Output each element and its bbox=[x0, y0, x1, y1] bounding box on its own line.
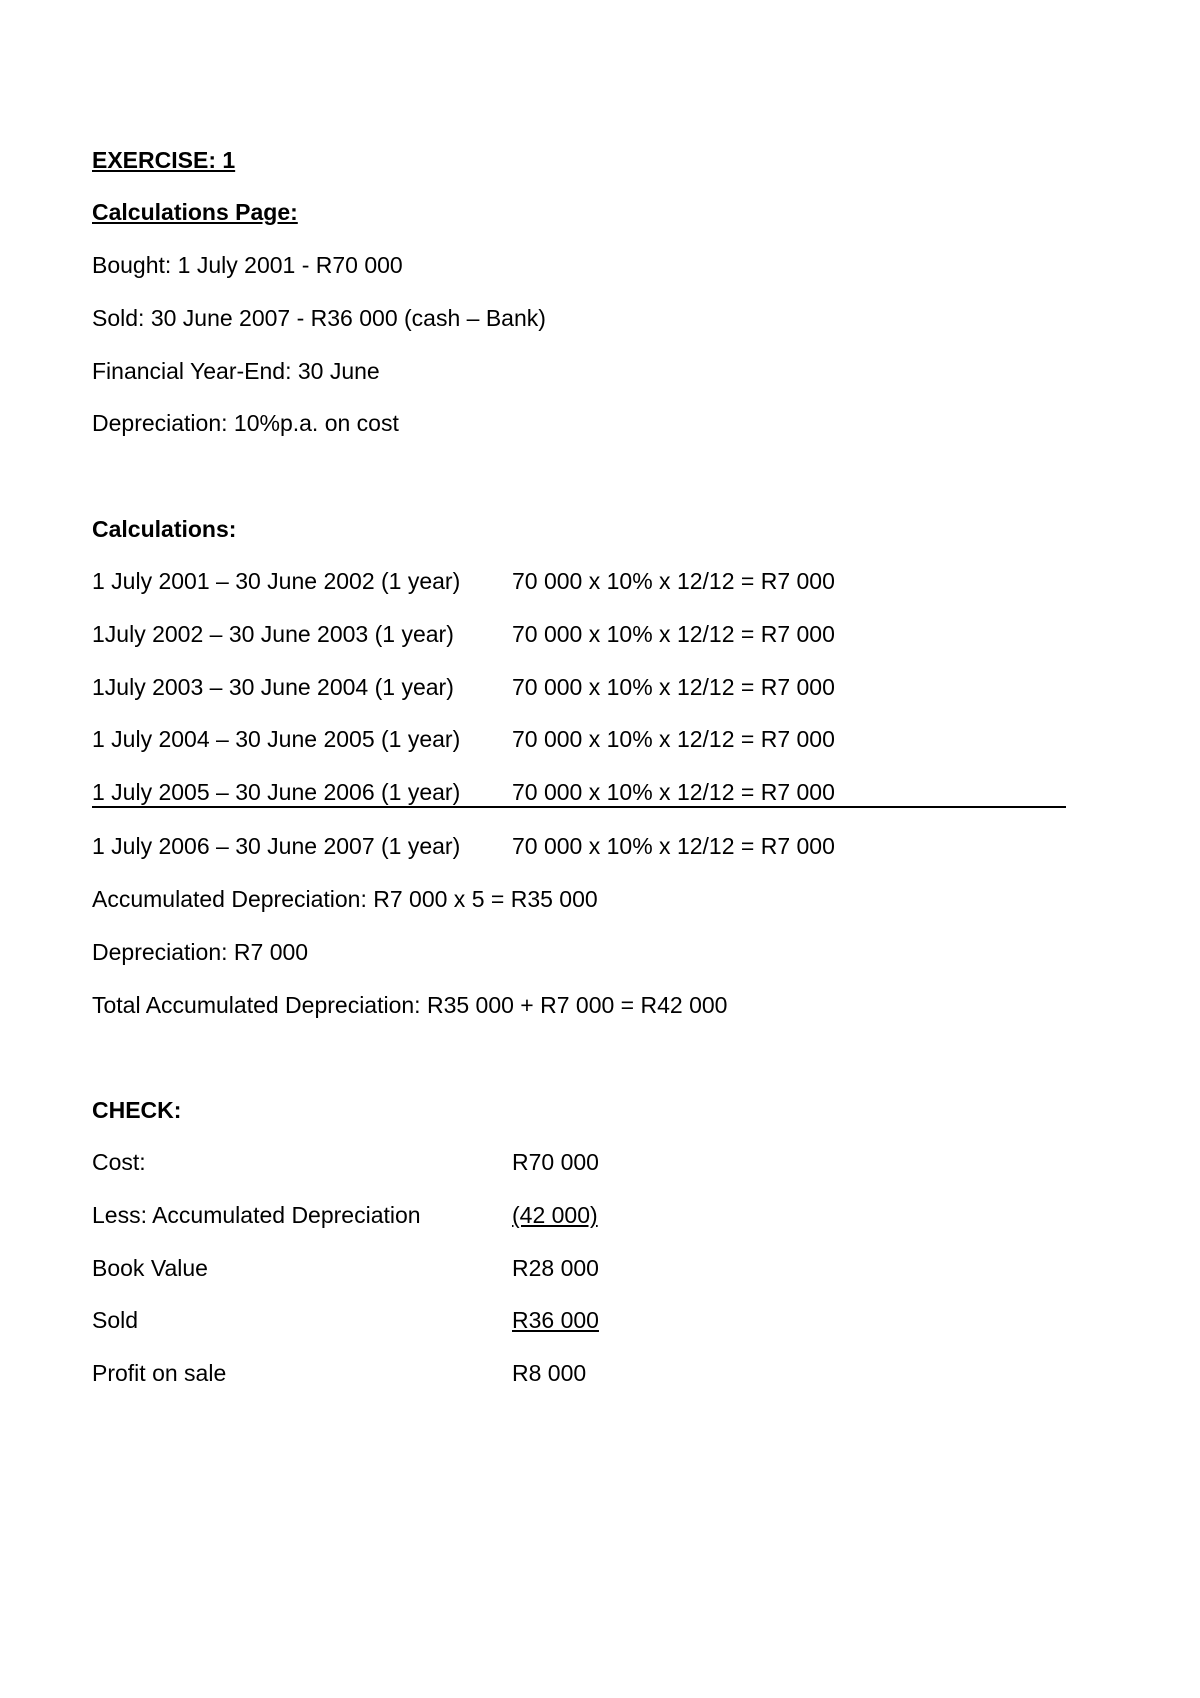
check-value: (42 000) bbox=[512, 1202, 598, 1228]
calc-period: 1 July 2006 – 30 June 2007 (1 year) bbox=[92, 833, 461, 859]
check-value: R36 000 bbox=[512, 1307, 599, 1333]
check-label: Less: Accumulated Depreciation bbox=[92, 1202, 421, 1228]
calc-period: 1 July 2004 – 30 June 2005 (1 year) bbox=[92, 726, 461, 752]
calc-row bbox=[92, 620, 992, 648]
divider-line bbox=[92, 806, 1066, 808]
calc-row bbox=[92, 832, 992, 860]
given-bought: Bought: 1 July 2001 - R70 000 bbox=[92, 252, 403, 278]
total-accumulated-depreciation: Total Accumulated Depreciation: R35 000 + R7 000 = R42 000 bbox=[92, 992, 728, 1018]
calc-formula: 70 000 x 10% x 12/12 = R7 000 bbox=[512, 779, 835, 805]
given-sold: Sold: 30 June 2007 - R36 000 (cash – Bank) bbox=[92, 305, 546, 331]
calc-period: 1July 2002 – 30 June 2003 (1 year) bbox=[92, 621, 454, 647]
calc-period: 1 July 2005 – 30 June 2006 (1 year) bbox=[92, 779, 461, 805]
calc-period: 1July 2003 – 30 June 2004 (1 year) bbox=[92, 674, 454, 700]
check-label: Book Value bbox=[92, 1255, 208, 1281]
calc-row bbox=[92, 778, 992, 806]
check-row bbox=[92, 1359, 792, 1387]
depreciation-amount: Depreciation: R7 000 bbox=[92, 939, 309, 965]
given-year-end: Financial Year-End: 30 June bbox=[92, 358, 380, 384]
calc-formula: 70 000 x 10% x 12/12 = R7 000 bbox=[512, 674, 835, 700]
given-depreciation: Depreciation: 10%p.a. on cost bbox=[92, 410, 399, 436]
calc-row bbox=[92, 567, 992, 595]
check-row bbox=[92, 1148, 792, 1176]
check-label: Cost: bbox=[92, 1149, 146, 1175]
calc-period: 1 July 2001 – 30 June 2002 (1 year) bbox=[92, 568, 461, 594]
check-row bbox=[92, 1306, 792, 1334]
check-row bbox=[92, 1201, 792, 1229]
calc-row bbox=[92, 673, 992, 701]
calculations-title: Calculations: bbox=[92, 516, 237, 542]
check-title: CHECK: bbox=[92, 1097, 182, 1123]
check-label: Profit on sale bbox=[92, 1360, 227, 1386]
check-value: R70 000 bbox=[512, 1149, 599, 1175]
calc-formula: 70 000 x 10% x 12/12 = R7 000 bbox=[512, 568, 835, 594]
calc-formula: 70 000 x 10% x 12/12 = R7 000 bbox=[512, 726, 835, 752]
calc-formula: 70 000 x 10% x 12/12 = R7 000 bbox=[512, 833, 835, 859]
check-row bbox=[92, 1254, 792, 1282]
check-value: R8 000 bbox=[512, 1360, 587, 1386]
calc-row bbox=[92, 725, 992, 753]
accumulated-depreciation: Accumulated Depreciation: R7 000 x 5 = R35 000 bbox=[92, 886, 598, 912]
section-title: Calculations Page: bbox=[92, 199, 298, 225]
check-value: R28 000 bbox=[512, 1255, 599, 1281]
check-label: Sold bbox=[92, 1307, 139, 1333]
calc-formula: 70 000 x 10% x 12/12 = R7 000 bbox=[512, 621, 835, 647]
exercise-title: EXERCISE: 1 bbox=[92, 147, 236, 173]
